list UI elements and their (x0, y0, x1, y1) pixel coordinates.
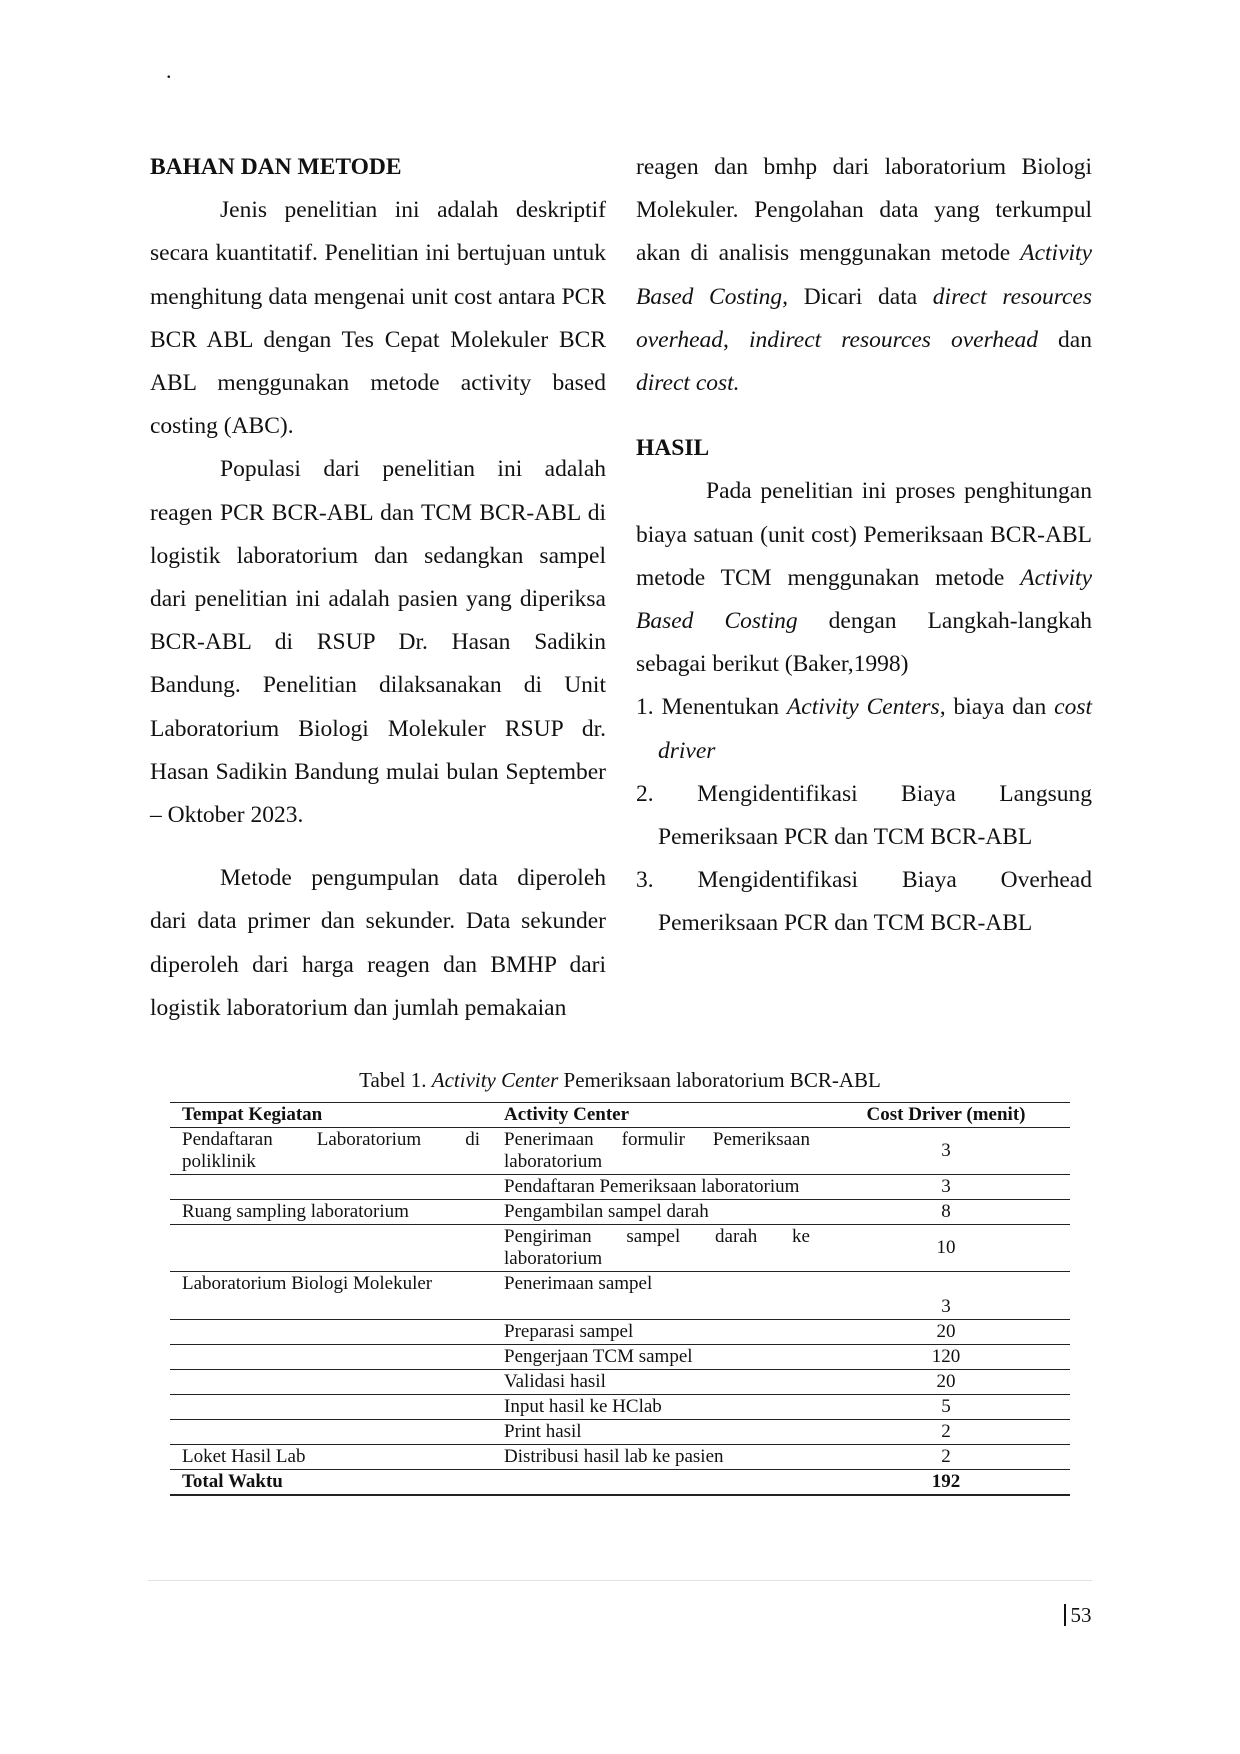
paragraph-continuation (636, 146, 1092, 405)
cont-em-4: direct cost. (636, 370, 740, 397)
table-row (170, 1320, 1070, 1345)
page-number-bar (1064, 1604, 1066, 1626)
cell-activity: Pengerjaan TCM sampel (492, 1345, 822, 1370)
cell-cost: 5 (822, 1395, 1070, 1420)
table-header-row (170, 1103, 1070, 1128)
page-number (1064, 1603, 1092, 1628)
footer-divider (148, 1580, 1092, 1581)
table-row (170, 1370, 1070, 1395)
table-row (170, 1445, 1070, 1470)
hasil-text-2: dengan Langkah-langkah sebagai berikut (Baker,1998) (636, 608, 1092, 678)
cell-activity: Pengiriman sampel darah ke laboratorium (492, 1225, 822, 1272)
page-number-value: 53 (1070, 1603, 1092, 1627)
cell-tempat (170, 1225, 492, 1272)
cell-tempat (170, 1395, 492, 1420)
table-row (170, 1272, 1070, 1320)
cell-cost: 3 (822, 1128, 1070, 1175)
activity-center-table-block (170, 1066, 1070, 1496)
cell-tempat (170, 1420, 492, 1445)
cell-tempat (170, 1320, 492, 1345)
cont-text-3: , (723, 326, 749, 353)
left-column (150, 146, 606, 1030)
paragraph-populasi: Populasi dari penelitian ini adalah reagen PCR BCR-ABL dan TCM BCR-ABL di logistik laboratorium dan sedangkan sampel dari penelitian ini adalah pasien yang diperiksa BCR-ABL di RSUP Dr. Hasan Sadikin Bandung. Penelitian dilaksanakan di Unit Laboratorium Biologi Molekuler RSUP dr. Hasan Sadikin Bandung mulai bulan September – Oktober 2023. (150, 456, 606, 829)
paragraph-metode-pengumpulan: Metode pengumpulan data diperoleh dari data primer dan sekunder. Data sekunder diperoleh dari harga reagen dan BMHP dari logistik laboratorium dan jumlah pemakaian (150, 865, 606, 1021)
cell-cost: 20 (822, 1320, 1070, 1345)
paragraph-jenis-penelitian: Jenis penelitian ini adalah deskriptif secara kuantitatif. Penelitian ini bertujuan untuk menghitung data mengenai unit cost antara PCR BCR ABL dengan Tes Cepat Molekuler BCR ABL menggunakan metode activity based costing (ABC). (150, 197, 606, 440)
cell-cost: 120 (822, 1345, 1070, 1370)
list-item: 2. Mengidentifikasi Biaya Langsung Pemeriksaan PCR dan TCM BCR-ABL (636, 780, 1092, 851)
cell-tempat (170, 1345, 492, 1370)
hasil-text-1: Pada penelitian ini proses penghitungan biaya satuan (unit cost) Pemeriksaan BCR-ABL metode TCM menggunakan metode (636, 478, 1092, 591)
cell-activity: Preparasi sampel (492, 1320, 822, 1345)
cell-activity: Print hasil (492, 1420, 822, 1445)
step-1-text: 1. Menentukan (636, 694, 787, 721)
cell-tempat: Pendaftaran Laboratorium di poliklinik (170, 1128, 492, 1175)
cell-tempat: Ruang sampling laboratorium (170, 1200, 492, 1225)
table-caption (170, 1066, 1070, 1094)
caption-em: Activity Center (431, 1068, 559, 1092)
cell-cost: 2 (822, 1445, 1070, 1470)
cont-text-1: reagen dan bmhp dari laboratorium Biologi Molekuler. Pengolahan data yang terkumpul akan di analisis menggunakan metode (636, 154, 1092, 267)
total-value: 192 (822, 1470, 1070, 1496)
step-1-em-a: Activity Centers, (786, 694, 946, 721)
page-mark: . (166, 58, 172, 83)
col-header-tempat-kegiatan: Tempat Kegiatan (170, 1103, 492, 1128)
right-column (636, 146, 1092, 946)
cell-cost: 10 (822, 1225, 1070, 1272)
table-row (170, 1225, 1070, 1272)
col-header-cost-driver: Cost Driver (menit) (822, 1103, 1070, 1128)
cont-em-3: indirect resources overhead (748, 326, 1038, 353)
section-heading-hasil: HASIL (636, 435, 710, 462)
col-header-activity-center: Activity Center (492, 1103, 822, 1128)
cont-em-1: Activity Based Costing, (636, 240, 1092, 310)
cell-tempat (170, 1370, 492, 1395)
caption-suffix: Pemeriksaan laboratorium BCR-ABL (558, 1068, 881, 1092)
total-empty (492, 1470, 822, 1496)
total-label: Total Waktu (170, 1470, 492, 1496)
activity-center-table (170, 1102, 1070, 1496)
paragraph-hasil (636, 470, 1092, 686)
cell-tempat: Laboratorium Biologi Molekuler (170, 1272, 492, 1320)
list-item: 3. Mengidentifikasi Biaya Overhead Pemeriksaan PCR dan TCM BCR-ABL (636, 867, 1092, 937)
table-row (170, 1175, 1070, 1200)
cell-activity: Pengambilan sampel darah (492, 1200, 822, 1225)
table-row (170, 1420, 1070, 1445)
list-item (636, 686, 1092, 772)
cell-activity: Validasi hasil (492, 1370, 822, 1395)
cell-cost: 8 (822, 1200, 1070, 1225)
cont-em-2: direct resources overhead (636, 283, 1092, 353)
cont-text-2: Dicari data (788, 283, 933, 310)
cell-activity: Penerimaan sampel (492, 1272, 822, 1320)
table-row (170, 1200, 1070, 1225)
table-row (170, 1128, 1070, 1175)
section-heading-bahan-dan-metode: BAHAN DAN METODE (150, 154, 402, 180)
cell-activity: Pendaftaran Pemeriksaan laboratorium (492, 1175, 822, 1200)
cell-tempat (170, 1175, 492, 1200)
steps-list (636, 686, 1092, 945)
cell-activity: Distribusi hasil lab ke pasien (492, 1445, 822, 1470)
table-row (170, 1395, 1070, 1420)
table-total-row (170, 1470, 1070, 1496)
hasil-em-1: Activity Based Costing (636, 564, 1092, 635)
cell-cost: 3 (822, 1175, 1070, 1200)
cell-tempat: Loket Hasil Lab (170, 1445, 492, 1470)
cont-text-4: dan (1037, 326, 1092, 353)
cell-cost: 20 (822, 1370, 1070, 1395)
cell-cost: 2 (822, 1420, 1070, 1445)
caption-prefix: Tabel 1. (359, 1068, 432, 1092)
step-1-text-b: biaya dan (945, 694, 1055, 721)
cell-cost: 3 (822, 1272, 1070, 1320)
cell-activity: Penerimaan formulir Pemeriksaan laboratorium (492, 1128, 822, 1175)
step-1-em-b: cost driver (658, 694, 1092, 764)
cell-activity: Input hasil ke HClab (492, 1395, 822, 1420)
table-row (170, 1345, 1070, 1370)
